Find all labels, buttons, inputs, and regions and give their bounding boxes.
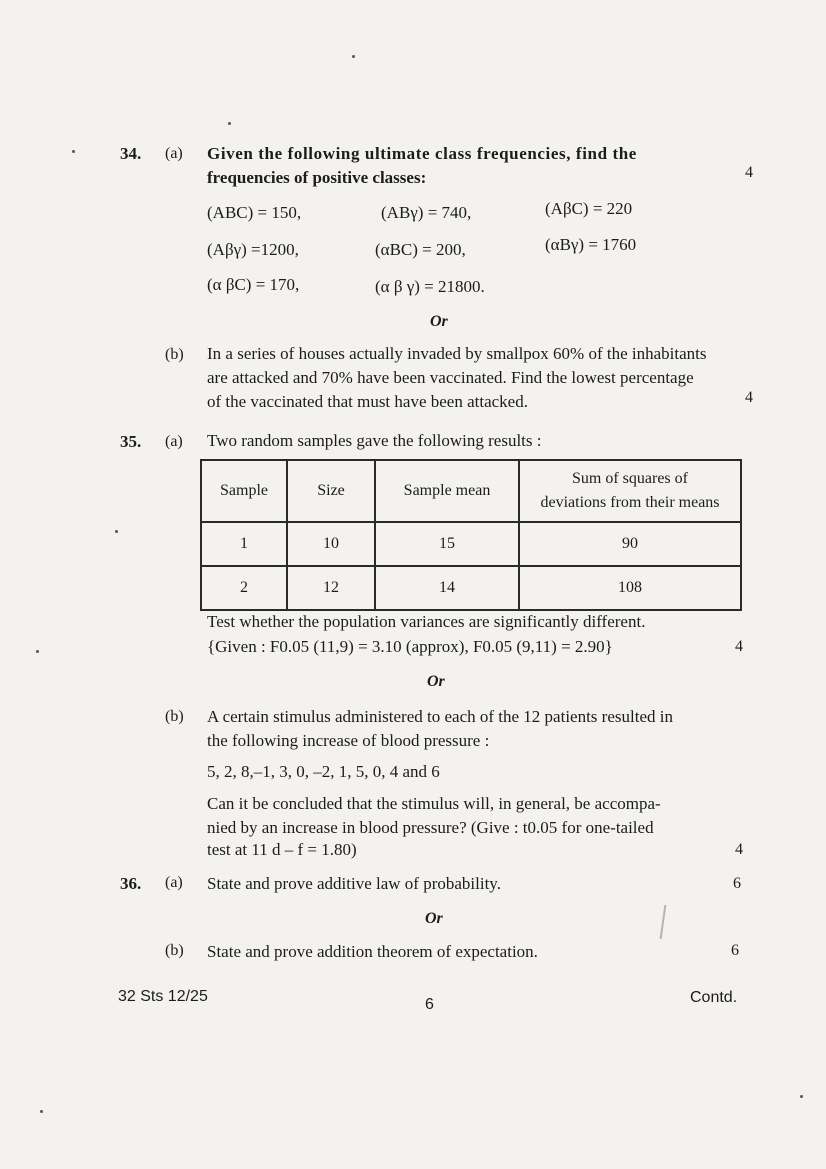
q34a-marks: 4 [745,164,753,181]
header-sum-line2: deviations from their means [540,494,720,511]
q35a-line1: Test whether the population variances are significantly different. [207,612,646,631]
header-sum-of-squares [519,460,741,522]
freq-item: (ABC) = 150, [207,203,302,222]
scan-mark [660,905,667,939]
header-size: Size [287,460,375,522]
scan-speck [228,122,231,125]
q34b-line3: of the vaccinated that must have been attacked. [207,392,528,411]
freq-item: (αBγ) = 1760 [545,235,637,254]
header-sample-mean: Sample mean [375,460,519,522]
q35b-data: 5, 2, 8,–1, 3, 0, –2, 1, 5, 0, 4 and 6 [207,762,440,781]
scan-speck [40,1110,43,1113]
q35b-line4: nied by an increase in blood pressure? (Give : t0.05 for one-tailed [207,818,654,837]
q36-or: Or [425,910,443,927]
scan-speck [352,55,355,58]
q36b-label: (b) [165,942,184,959]
table-cell: 108 [519,566,741,610]
question-35-number: 35. [120,432,142,451]
footer-contd: Contd. [690,989,738,1006]
footer-code: 32 Sts 12/25 [118,988,208,1005]
table-row [201,566,741,610]
header-sum-line1: Sum of squares of [572,470,688,487]
freq-item: (ABγ) = 740, [381,203,472,222]
q34b-marks: 4 [745,389,753,406]
table-cell: 90 [519,522,741,566]
q36b-text: State and prove addition theorem of expectation. [207,942,538,961]
q34-or: Or [430,313,448,330]
q34a-label: (a) [165,145,183,162]
samples-table [200,459,742,611]
freq-item: (αBC) = 200, [375,240,466,259]
freq-item: (α βC) = 170, [207,275,300,294]
q34b-label: (b) [165,346,184,363]
question-36-number: 36. [120,874,142,893]
freq-item: (Aβγ) =1200, [207,240,299,259]
q34b-line1: In a series of houses actually invaded by smallpox 60% of the inhabitants [207,344,707,363]
q36a-marks: 6 [733,875,741,892]
q35b-label: (b) [165,708,184,725]
freq-item: (α β γ) = 21800. [375,277,485,296]
q35b-marks: 4 [735,841,743,858]
q35a-intro: Two random samples gave the following results : [207,431,542,450]
q34a-line2: frequencies of positive classes: [207,168,427,187]
scan-speck [800,1095,803,1098]
table-cell: 2 [201,566,287,610]
q35a-marks: 4 [735,638,743,655]
table-row [201,522,741,566]
q35a-label: (a) [165,433,183,450]
q35-or: Or [427,673,445,690]
header-sample: Sample [201,460,287,522]
q34b-line2: are attacked and 70% have been vaccinated. Find the lowest percentage [207,368,694,387]
table-cell: 10 [287,522,375,566]
table-cell: 15 [375,522,519,566]
question-34-number: 34. [120,144,142,163]
q36b-marks: 6 [731,942,739,959]
scan-speck [115,530,118,533]
table-cell: 14 [375,566,519,610]
q36a-label: (a) [165,874,183,891]
scan-speck [72,150,75,153]
q34a-line1: Given the following ultimate class frequencies, find the [207,144,637,163]
table-cell: 12 [287,566,375,610]
q35b-line3: Can it be concluded that the stimulus will, in general, be accompa- [207,794,661,813]
q35a-line2: {Given : F0.05 (11,9) = 3.10 (approx), F0.05 (9,11) = 2.90} [207,637,613,656]
table-header-row [201,460,741,522]
freq-item: (AβC) = 220 [545,199,633,218]
q36a-text: State and prove additive law of probability. [207,874,501,893]
footer-page-number: 6 [425,996,434,1013]
q35b-line5: test at 11 d – f = 1.80) [207,840,357,859]
q35b-line2: the following increase of blood pressure : [207,731,490,750]
scan-speck [36,650,39,653]
table-cell: 1 [201,522,287,566]
q35b-line1: A certain stimulus administered to each of the 12 patients resulted in [207,707,673,726]
